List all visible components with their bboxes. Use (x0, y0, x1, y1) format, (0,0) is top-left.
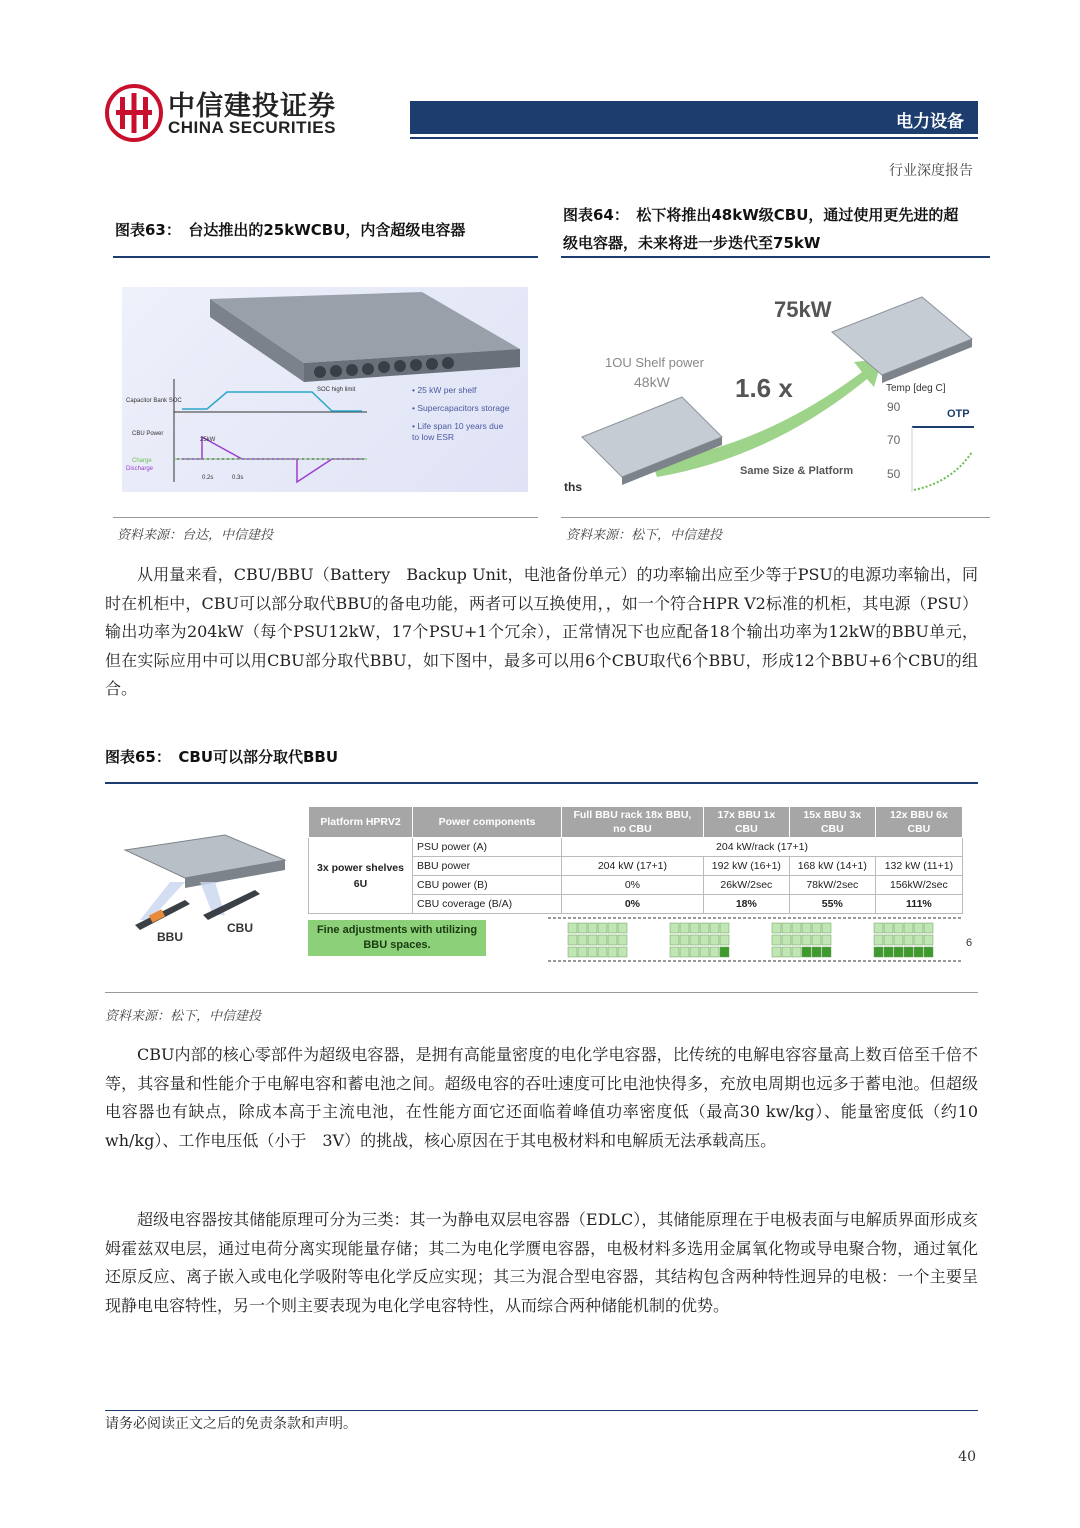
bbu-slot (812, 935, 821, 945)
cap-soc-label: Capacitor Bank SOC (126, 398, 182, 404)
bbu-slot (822, 923, 831, 933)
sector-banner (410, 101, 978, 134)
bbu-slot (690, 923, 699, 933)
platform-cell: 3x power shelves 6U (309, 838, 413, 914)
bbu-slot (578, 935, 587, 945)
table-cell: 132 kW (11+1) (875, 857, 962, 876)
kw75-label: 75kW (774, 297, 832, 322)
bbu-slot (894, 935, 903, 945)
bbu-slot (608, 923, 617, 933)
bbu-slot (588, 935, 597, 945)
footer-rule (105, 1410, 978, 1411)
bbu-slot (802, 923, 811, 933)
table-cell: 156kW/2sec (875, 876, 962, 895)
table-cell: 204 kW (17+1) (562, 857, 704, 876)
fig65-source: 资料来源：松下，中信建投 (105, 1009, 262, 1024)
fig63-bottom-rule (113, 517, 538, 518)
sector-label: 电力设备 (896, 112, 964, 132)
disclaimer-note: 请务必阅读正文之后的免责条款和声明。 (105, 1416, 357, 1432)
fig65-bottom-rule (105, 992, 978, 993)
bbu-slot (568, 923, 577, 933)
side-mark: 6 (966, 937, 973, 949)
bbu-slot (578, 947, 587, 957)
bullet-1: • 25 kW per shelf (412, 385, 477, 395)
t03-label: 0.3s (232, 475, 244, 481)
bullet-4: to low ESR (412, 432, 455, 442)
cbu-slot (894, 947, 903, 957)
report-type: 行业深度报告 (889, 163, 973, 179)
t02-label: 0.2s (202, 475, 214, 481)
otp-label: OTP (947, 408, 970, 420)
bbu-slot (618, 935, 627, 945)
th-full-bbu: Full BBU rack 18x BBU, no CBU (562, 807, 704, 838)
bbu-slot (782, 947, 791, 957)
header-rule (410, 137, 978, 139)
fig65-title: 图表65： CBU可以部分取代BBU (105, 748, 339, 766)
table-cell: 26kW/2sec (703, 876, 789, 895)
th-15bbu: 15x BBU 3x CBU (789, 807, 875, 838)
bbu-slot (710, 935, 719, 945)
bbu-slot (680, 923, 689, 933)
bbu-slot (598, 947, 607, 957)
fine-adjustments-note: Fine adjustments with utilizing BBU spaces. (308, 920, 486, 956)
body-paragraph-3: 超级电容器按其储能原理可分为三类：其一为静电双层电容器（EDLC），其储能原理在于电极表面与电解质界面形成亥姆霍兹双电层，通过电荷分离实现能量存储；其二为电化学赝电容器，电极材料多选用金属氧化物或导电聚合物，通过氧化还原反应、离子嵌入或电化学吸附等电化学反应实现；其三为混合型电容器，其结构包含两种特性迥异的电极：一个主要呈现静电电容特性，另一个则主要表现为电化学电容特性，从而综合两种储能机制的优势。 (105, 1210, 978, 1315)
temp-label: Temp [deg C] (886, 383, 946, 394)
bbu-slot (568, 947, 577, 957)
cbu-shelf-illustration (122, 287, 528, 492)
table-cell: 78kW/2sec (789, 876, 875, 895)
charge-label: Charge (132, 458, 152, 464)
bbu-slot (680, 935, 689, 945)
bbu-slot (690, 947, 699, 957)
th-platform: Platform HPRV2 (309, 807, 413, 838)
bbu-slot (874, 935, 883, 945)
shelf-units-illustration (115, 830, 295, 945)
bbu-slot (822, 935, 831, 945)
fig63-source: 资料来源：台达，中信建投 (117, 528, 274, 543)
bbu-slot (792, 935, 801, 945)
bbu-slot (720, 923, 729, 933)
bbu-slot (772, 935, 781, 945)
bbu-slot (924, 923, 933, 933)
cbu-power-label: CBU Power (132, 431, 164, 437)
bbu-slot (598, 935, 607, 945)
fig63-top-rule (113, 256, 538, 258)
cbu-slot (802, 947, 811, 957)
bbu-slot (914, 923, 923, 933)
th-power-components: Power components (413, 807, 562, 838)
body-paragraph-2: CBU内部的核心零部件为超级电容器，是拥有高能量密度的电化学电容器，比传统的电解电容容量高上数百倍至千倍不等，其容量和性能介于电解电容和蓄电池之间。超级电容的吞吐速度可比电池快得多，充放电周期也远多于蓄电池。但超级电容器也有缺点，除成本高于主流电池，在性能方面它还面临着峰值功率密度低（最高30 kw/kg）、能量密度低（约10 wh/kg）、工作电压低（小于 3V）的挑战，核心原因在于其电极材料和电解质无法承载高压。 (105, 1045, 978, 1150)
discharge-label: Discharge (126, 466, 154, 472)
bbu-slot (700, 923, 709, 933)
multiplier-label: 1.6 x (735, 373, 793, 403)
bbu-slot (772, 923, 781, 933)
bbu-slot (578, 923, 587, 933)
bullet-2: • Supercapacitors storage (412, 403, 510, 413)
table-cell: 168 kW (14+1) (789, 857, 875, 876)
t70-label: 70 (887, 433, 901, 447)
row-name: PSU power (A) (413, 838, 562, 857)
ths-label: ths (564, 480, 582, 492)
bbu-slot (792, 947, 801, 957)
cbu-slot (812, 947, 821, 957)
same-size-label: Same Size & Platform (740, 465, 854, 477)
row-name: BBU power (413, 857, 562, 876)
bbu-slot (710, 947, 719, 957)
bbu-slot (782, 923, 791, 933)
panasonic-cbu-illustration (562, 287, 974, 492)
bbu-slot (904, 923, 913, 933)
row-name: CBU power (B) (413, 876, 562, 895)
bbu-slot (802, 935, 811, 945)
logo-english-name: CHINA SECURITIES (168, 118, 336, 137)
fig64-title-line1: 图表64： 松下将推出48kW级CBU，通过使用更先进的超 (563, 206, 959, 224)
th-12bbu: 12x BBU 6x CBU (875, 807, 962, 838)
t90-label: 90 (887, 400, 901, 414)
bbu-slot (710, 923, 719, 933)
cbu-slot (914, 947, 923, 957)
fig64-top-rule (561, 256, 990, 258)
bbu-slot (874, 923, 883, 933)
th-17bbu: 17x BBU 1x CBU (703, 807, 789, 838)
table-cell: 55% (789, 895, 875, 914)
fig64-title-line2: 级电容器，未来将进一步迭代至75kW (563, 234, 821, 252)
cbu-slot (874, 947, 883, 957)
table-cell: 18% (703, 895, 789, 914)
logo-chinese-name: 中信建投证券 (168, 91, 336, 122)
power-components-table (308, 806, 963, 914)
table-header-row (309, 807, 963, 838)
bullet-3: • Life span 10 years due (412, 421, 504, 431)
cbu-slot (904, 947, 913, 957)
bbu-slot (618, 947, 627, 957)
rack-layout-diagram (548, 916, 978, 964)
bbu-slot (568, 935, 577, 945)
company-logo-icon (105, 84, 163, 142)
fig63-image (122, 287, 528, 492)
shelf-label: 1OU Shelf power (605, 355, 704, 370)
cbu-slot (884, 947, 893, 957)
table-cell: 0% (562, 876, 704, 895)
bbu-slot (670, 923, 679, 933)
soc-high-label: SOC high limit (317, 387, 356, 393)
bbu-slot (598, 923, 607, 933)
bbu-label: BBU (157, 930, 183, 944)
bbu-slot (608, 935, 617, 945)
bbu-slot (680, 947, 689, 957)
body-paragraph-1: 从用量来看，CBU/BBU（Battery Backup Unit，电池备份单元）的功率输出应至少等于PSU的电源功率输出，同时在机柜中，CBU可以部分取代BBU的备电功能，两者可以互换使用，，如一个符合HPR V2标准的机柜，其电源（PSU）输出功率为204kW（每个PSU12kW，17个PSU+1个冗余），正常情况下也应配备18个输出功率为12kW的BBU单元，但在实际应用中可以用CBU部分取代BBU，如下图中，最多可以用6个CBU取代6个BBU，形成12个BBU+6个CBU的组合。 (105, 565, 978, 699)
bbu-slot (690, 935, 699, 945)
fig64-image (562, 287, 974, 492)
bbu-slot (700, 947, 709, 957)
page-number: 40 (958, 1449, 976, 1465)
bbu-slot (884, 923, 893, 933)
cbu-slot (720, 947, 729, 957)
psu-span-cell: 204 kW/rack (17+1) (562, 838, 963, 857)
t50-label: 50 (887, 467, 901, 481)
bbu-slot (792, 923, 801, 933)
fig63-title: 图表63： 台达推出的25kWCBU，内含超级电容器 (115, 221, 466, 239)
cbu-slot (924, 947, 933, 957)
fig64-bottom-rule (561, 517, 990, 518)
bbu-slot (700, 935, 709, 945)
kw25-label: 25kW (200, 437, 216, 443)
bbu-slot (772, 947, 781, 957)
bbu-slot (670, 947, 679, 957)
fig65-top-rule (105, 782, 978, 784)
row-name: CBU coverage (B/A) (413, 895, 562, 914)
bbu-slot (812, 923, 821, 933)
bbu-slot (670, 935, 679, 945)
table-cell: 111% (875, 895, 962, 914)
cbu-slot (822, 947, 831, 957)
bbu-slot (884, 935, 893, 945)
table-cell: 0% (562, 895, 704, 914)
bbu-slot (782, 935, 791, 945)
bbu-slot (720, 935, 729, 945)
fig64-source: 资料来源：松下，中信建投 (566, 528, 723, 543)
bbu-slot (588, 923, 597, 933)
bbu-slot (608, 947, 617, 957)
table-row (309, 838, 963, 857)
bbu-slot (618, 923, 627, 933)
bbu-slot (924, 935, 933, 945)
fig65-image (105, 800, 978, 968)
bbu-slot (894, 923, 903, 933)
bbu-slot (914, 935, 923, 945)
table-cell: 192 kW (16+1) (703, 857, 789, 876)
bbu-slot (904, 935, 913, 945)
bbu-slot (588, 947, 597, 957)
kw48-label: 48kW (634, 374, 670, 390)
cbu-label: CBU (227, 921, 253, 935)
